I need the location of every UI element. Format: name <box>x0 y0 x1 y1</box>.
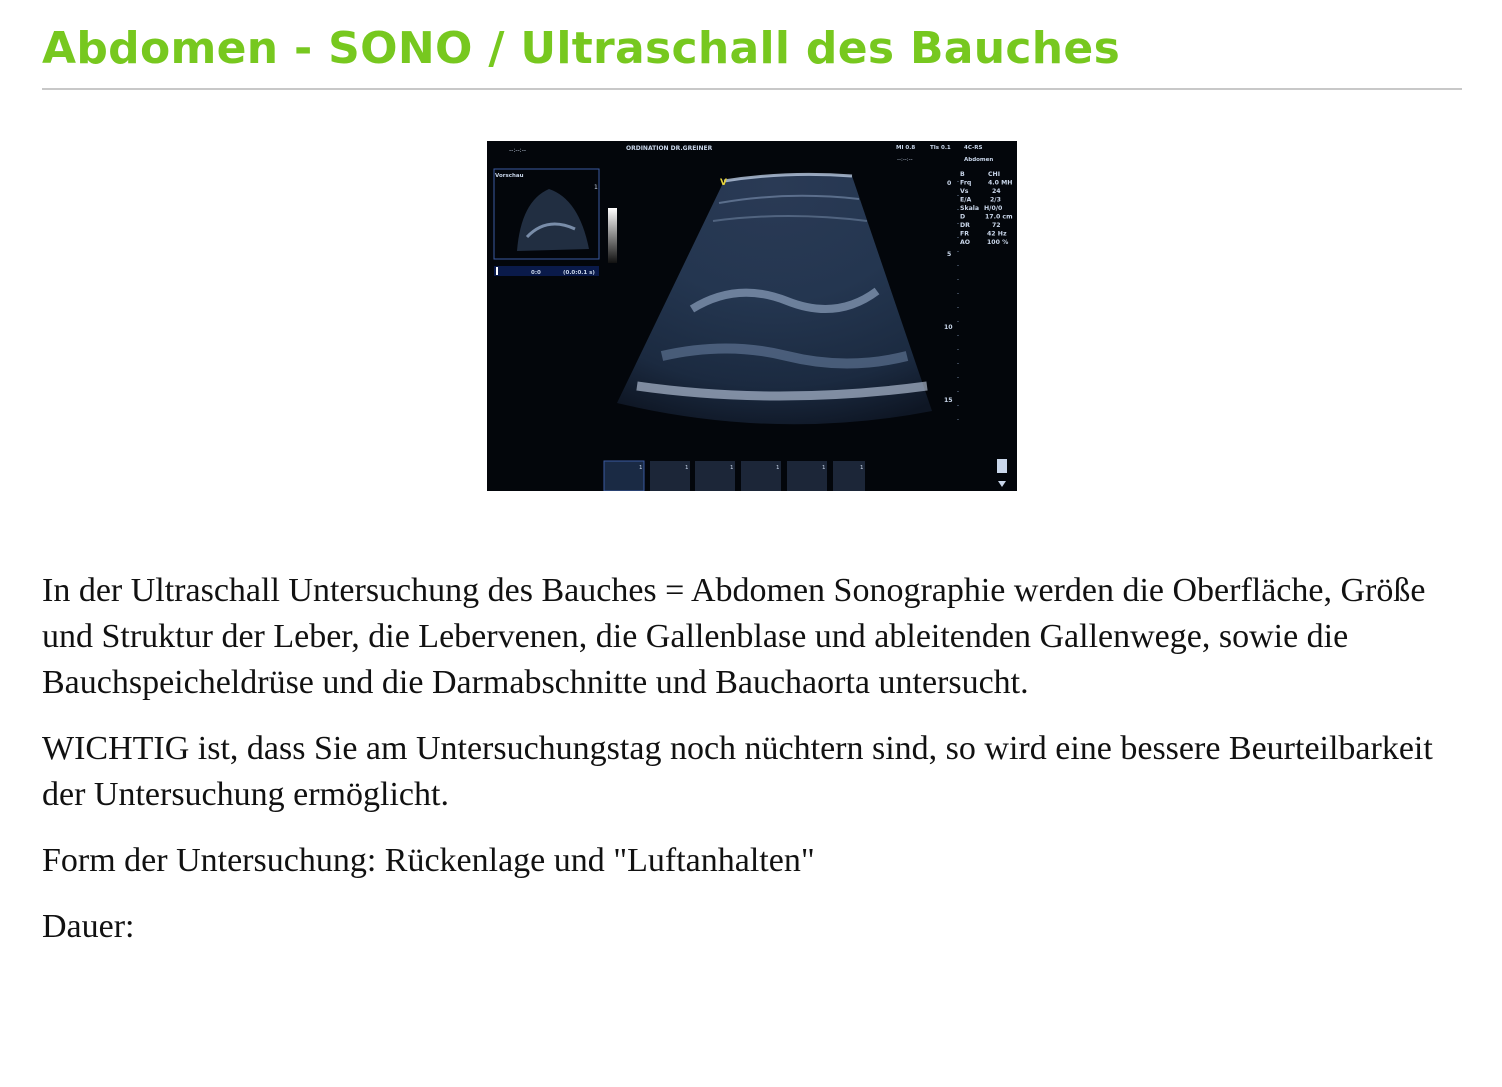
us-depth-label: 10 <box>944 324 953 331</box>
us-param-key: Skala <box>960 205 980 212</box>
ultrasound-image <box>487 141 1017 491</box>
us-preview-label: Vorschau <box>495 173 524 179</box>
us-mi: MI 0.8 <box>896 145 916 151</box>
us-thumbnail <box>604 461 644 491</box>
us-param-value: 42 Hz <box>987 230 1007 238</box>
us-focus-marker: V <box>720 178 727 188</box>
us-thumbnail-strip <box>604 461 865 491</box>
us-param-value: 24 <box>992 188 1001 195</box>
chevron-down-icon <box>998 481 1006 487</box>
us-preset: Abdomen <box>964 157 994 163</box>
us-cine-counter: 0:0 <box>531 270 541 276</box>
us-cine-cursor <box>496 267 498 275</box>
us-param-value: 100 % <box>987 239 1009 246</box>
us-probe: 4C-RS <box>964 145 983 151</box>
intro-paragraph: In der Ultraschall Untersuchung des Bauches = Abdomen Sonographie werden die Oberfläche, Größe und Struktur der Leber, die Lebervenen, die Gallenblase und ableitenden Gallenwege, sowie die Bauchspeicheldrüse und die Darmabschnitte und Bauchaorta untersucht. <box>42 572 1426 701</box>
us-parameter-list <box>960 171 1013 246</box>
us-preview-index: 1 <box>594 184 598 191</box>
us-preview-fan <box>517 189 589 251</box>
us-thumbnail-index: 1 <box>730 465 734 471</box>
title-divider <box>42 88 1462 90</box>
us-thumbnail-index: 1 <box>822 465 826 471</box>
us-param-value: 72 <box>992 222 1001 229</box>
us-depth-label: 0 <box>947 180 952 187</box>
us-thumbnail <box>650 461 690 491</box>
us-param-key: E/A <box>960 196 972 204</box>
important-note: WICHTIG ist, dass Sie am Untersuchungstag noch nüchtern sind, so wird eine bessere Beurteilbarkeit der Untersuchung ermöglicht. <box>42 730 1433 813</box>
us-param-key: AO <box>960 239 971 246</box>
us-param-key: DR <box>960 222 970 229</box>
us-param-key: B <box>960 171 965 178</box>
us-param-key: Vs <box>960 188 969 195</box>
us-param-value: H/0/0 <box>984 205 1003 212</box>
document-icon <box>997 459 1007 473</box>
us-param-value: 2/3 <box>990 196 1001 204</box>
page-title: Abdomen - SONO / Ultraschall des Bauches <box>42 23 1121 74</box>
article-body <box>42 568 1462 970</box>
us-param-value: 17.0 cm <box>985 213 1013 221</box>
us-header-left: --:--:-- <box>509 147 527 154</box>
us-cine-time: (0.0:0.1 s) <box>563 270 595 276</box>
us-param-value: CHI <box>988 171 1001 178</box>
us-thumbnail <box>741 461 781 491</box>
us-thumbnail-index: 1 <box>776 465 780 471</box>
us-thumbnail-index: 1 <box>685 465 689 471</box>
exam-form: Form der Untersuchung: Rückenlage und "Luftanhalten" <box>42 842 815 879</box>
us-param-key: FR <box>960 230 969 238</box>
us-gray-scale <box>608 208 617 263</box>
us-header-time: --:--:-- <box>897 157 913 163</box>
us-thumbnail <box>787 461 827 491</box>
us-depth-label: 15 <box>944 397 953 404</box>
us-clinic-name: ORDINATION DR.GREINER <box>626 145 713 152</box>
us-param-value: 4.0 MH <box>988 179 1013 187</box>
us-thumbnail <box>695 461 735 491</box>
us-param-key: D <box>960 213 966 221</box>
exam-duration: Dauer: <box>42 908 135 945</box>
us-thumbnail-index: 1 <box>639 465 643 471</box>
us-tis: TIs 0.1 <box>930 145 951 151</box>
us-thumbnail-index: 1 <box>860 465 864 471</box>
us-param-key: Frq <box>960 179 972 187</box>
us-depth-label: 5 <box>947 251 952 258</box>
